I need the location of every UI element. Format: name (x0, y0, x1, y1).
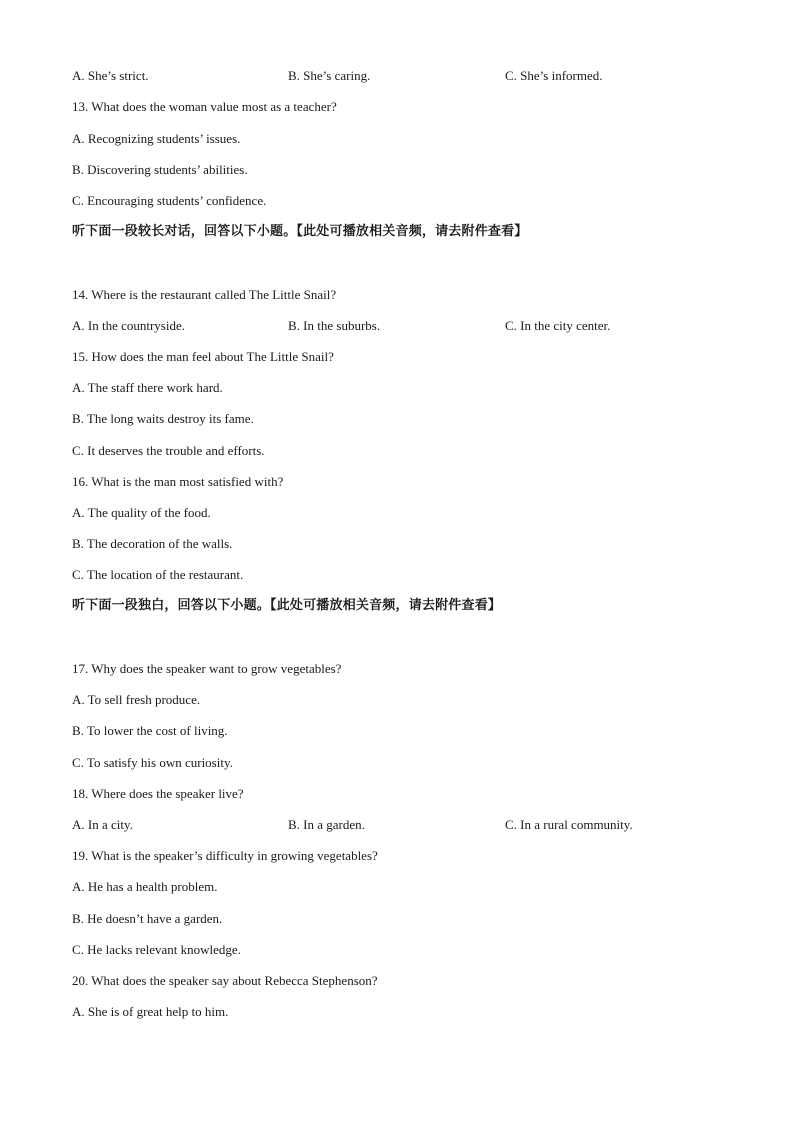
q19-question: 19. What is the speaker’s difficulty in growing vegetables? (72, 848, 378, 863)
q17-question: 17. Why does the speaker want to grow vegetables? (72, 661, 342, 676)
q19-option-a: A. He has a health problem. (72, 879, 218, 894)
q13-option-b: B. Discovering students’ abilities. (72, 162, 248, 177)
q17-option-a: A. To sell fresh produce. (72, 692, 201, 707)
q17-option-c: C. To satisfy his own curiosity. (72, 755, 233, 770)
q16-question: 16. What is the man most satisfied with? (72, 474, 284, 489)
q14-option-c: C. In the city center. (505, 318, 611, 333)
q18-options (72, 817, 732, 833)
q12-option-a: A. She’s strict. (72, 68, 149, 83)
section-heading-monologue: 听下面一段独白，回答以下小题。【此处可播放相关音频，请去附件查看】 (72, 598, 502, 613)
q12-option-c: C. She’s informed. (505, 68, 603, 83)
q14-option-a: A. In the countryside. (72, 318, 186, 333)
q14-option-b: B. In the suburbs. (288, 318, 381, 333)
q15-option-a: A. The staff there work hard. (72, 380, 223, 395)
q15-option-b: B. The long waits destroy its fame. (72, 411, 254, 426)
q18-option-b: B. In a garden. (288, 817, 365, 832)
q13-option-a: A. Recognizing students’ issues. (72, 131, 241, 146)
q12-option-b: B. She’s caring. (288, 68, 371, 83)
q19-option-b: B. He doesn’t have a garden. (72, 911, 223, 926)
q20-option-a: A. She is of great help to him. (72, 1004, 229, 1019)
q16-option-b: B. The decoration of the walls. (72, 536, 233, 551)
section-heading-long-dialogue: 听下面一段较长对话，回答以下小题。【此处可播放相关音频，请去附件查看】 (72, 224, 528, 239)
q15-option-c: C. It deserves the trouble and efforts. (72, 443, 265, 458)
q15-question: 15. How does the man feel about The Little Snail? (72, 349, 334, 364)
q18-option-c: C. In a rural community. (505, 817, 633, 832)
q16-option-c: C. The location of the restaurant. (72, 567, 244, 582)
q13-question: 13. What does the woman value most as a teacher? (72, 99, 337, 114)
q13-option-c: C. Encouraging students’ confidence. (72, 193, 267, 208)
q17-option-b: B. To lower the cost of living. (72, 723, 228, 738)
q19-option-c: C. He lacks relevant knowledge. (72, 942, 241, 957)
q14-question: 14. Where is the restaurant called The Little Snail? (72, 287, 337, 302)
q12-options (72, 68, 732, 84)
q16-option-a: A. The quality of the food. (72, 505, 211, 520)
q14-options (72, 318, 732, 334)
q18-option-a: A. In a city. (72, 817, 133, 832)
q20-question: 20. What does the speaker say about Rebecca Stephenson? (72, 973, 378, 988)
q18-question: 18. Where does the speaker live? (72, 786, 244, 801)
